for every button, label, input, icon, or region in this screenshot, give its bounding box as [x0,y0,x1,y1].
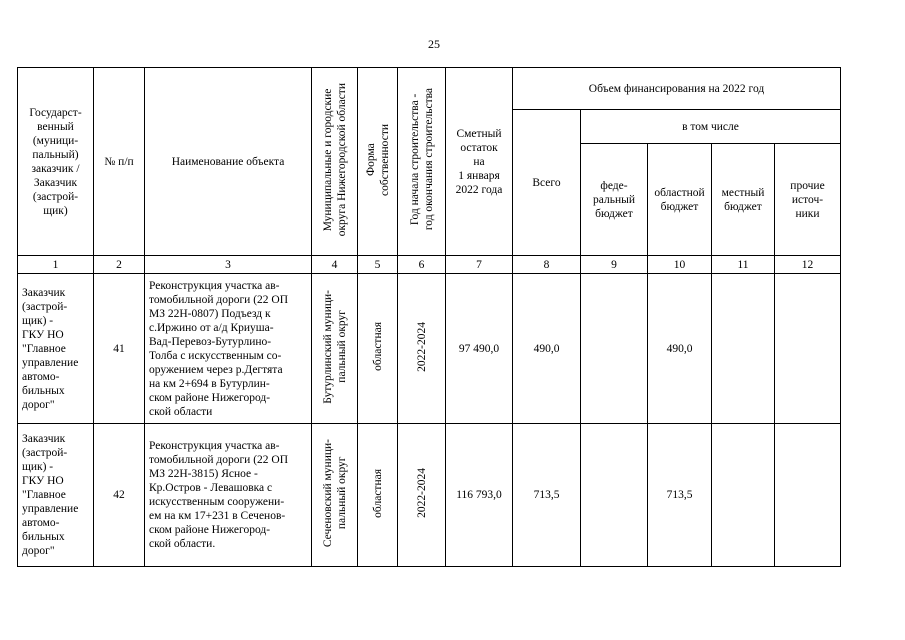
table-row [18,274,841,424]
page-number: 25 [428,37,440,51]
federal-cell [581,424,648,567]
other-cell [775,274,841,424]
header-remainder: Сметный остаток на 1 января 2022 года [446,68,513,256]
number-cell: 42 [94,424,145,567]
district-cell: Бутурлинский муници- пальный округ [312,274,358,424]
header-object-name: Наименование объекта [145,68,312,256]
customer-cell: Заказчик (застрой- щик) - ГКУ НО "Главное управление автомо- бильных дорог" [18,274,94,424]
column-number: 9 [581,256,648,274]
object-name-cell: Реконструкция участка ав- томобильной дороги (22 ОП МЗ 22Н-0807) Подъезд к с.Иржино от а/д Криуша- Вад-Перевоз-Бутурлино- Толба с искусственным со- оружением через р.Дегтята на км 2+694 в Бутурлин- ском районе Нижегород- ской области [145,274,312,424]
local-cell [712,274,775,424]
years-cell: 2022-2024 [398,274,446,424]
column-number: 7 [446,256,513,274]
header-ownership: Форма собственности [358,68,398,256]
header-district: Муниципальные и городские округа Нижегородской области [312,68,358,256]
table-row [18,424,841,567]
column-number: 2 [94,256,145,274]
column-number: 3 [145,256,312,274]
column-number: 11 [712,256,775,274]
local-cell [712,424,775,567]
header-customer: Государст- венный (муници- пальный) заказчик / Заказчик (застрой- щик) [18,68,94,256]
financing-table [17,67,841,567]
remainder-cell: 97 490,0 [446,274,513,424]
other-cell [775,424,841,567]
column-number: 8 [513,256,581,274]
column-number: 10 [648,256,712,274]
header-number: № п/п [94,68,145,256]
column-numbers-row [18,256,841,274]
federal-cell [581,274,648,424]
regional-cell: 490,0 [648,274,712,424]
column-number: 6 [398,256,446,274]
header-federal: феде- ральный бюджет [581,144,648,256]
regional-cell: 713,5 [648,424,712,567]
total-cell: 713,5 [513,424,581,567]
years-cell: 2022-2024 [398,424,446,567]
ownership-cell: областная [358,424,398,567]
header-years: Год начала строительства - год окончания строительства [398,68,446,256]
district-cell: Сеченовский муници- пальный округ [312,424,358,567]
column-number: 5 [358,256,398,274]
customer-cell: Заказчик (застрой- щик) - ГКУ НО "Главное управление автомо- бильных дорог" [18,424,94,567]
column-number: 12 [775,256,841,274]
object-name-cell: Реконструкция участка ав- томобильной дороги (22 ОП МЗ 22Н-3815) Ясное - Кр.Остров - Левашовка с искусственным сооружени- ем на км 17+231 в Сеченов- ском районе Нижегород- ской области. [145,424,312,567]
header-funding: Объем финансирования на 2022 год [513,68,841,110]
column-number: 4 [312,256,358,274]
ownership-cell: областная [358,274,398,424]
header-other: прочие источ- ники [775,144,841,256]
number-cell: 41 [94,274,145,424]
header-total: Всего [513,110,581,256]
header-including: в том числе [581,110,841,144]
header-local: местный бюджет [712,144,775,256]
header-regional: областной бюджет [648,144,712,256]
column-number: 1 [18,256,94,274]
remainder-cell: 116 793,0 [446,424,513,567]
total-cell: 490,0 [513,274,581,424]
